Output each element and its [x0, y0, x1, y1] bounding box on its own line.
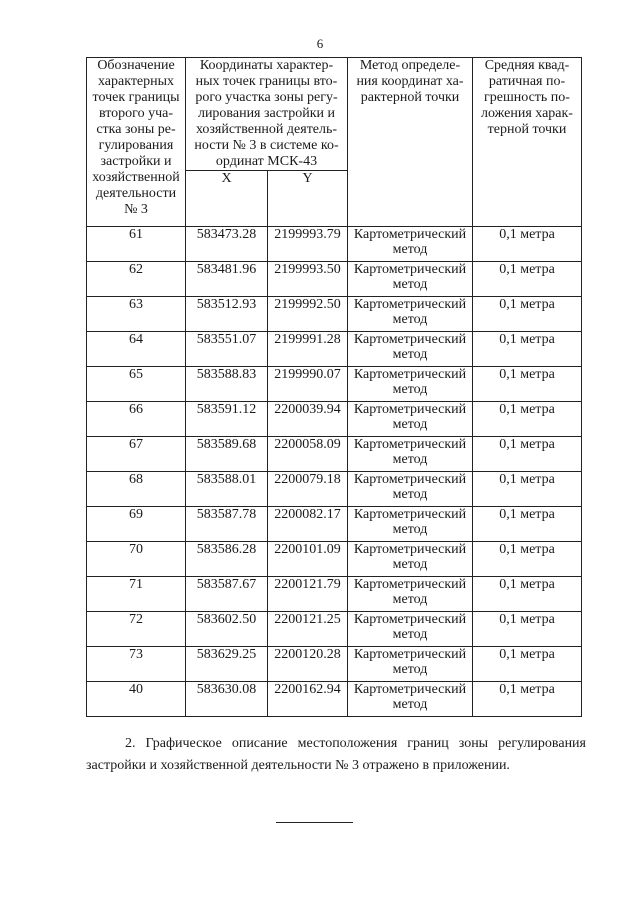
header-x: X [186, 171, 268, 227]
y-coordinate: 2200121.79 [268, 577, 348, 612]
table-row [87, 472, 582, 507]
method-cell: Картометрический метод [348, 227, 473, 262]
method-cell: Картометрический метод [348, 437, 473, 472]
x-coordinate: 583630.08 [186, 682, 268, 717]
method-cell: Картометрический метод [348, 367, 473, 402]
y-coordinate: 2200079.18 [268, 472, 348, 507]
table-row [87, 262, 582, 297]
x-coordinate: 583551.07 [186, 332, 268, 367]
method-cell: Картометрический метод [348, 647, 473, 682]
y-coordinate: 2199992.50 [268, 297, 348, 332]
error-cell: 0,1 метра [473, 647, 582, 682]
error-cell: 0,1 метра [473, 227, 582, 262]
error-cell: 0,1 метра [473, 437, 582, 472]
body-paragraph: 2. Графическое описание местоположения границ зоны регулирования застройки и хозяйственной деятельности № 3 отражено в приложении. [86, 736, 586, 773]
error-cell: 0,1 метра [473, 402, 582, 437]
table-row [87, 542, 582, 577]
point-number: 73 [87, 647, 186, 682]
method-cell: Картометрический метод [348, 472, 473, 507]
x-coordinate: 583629.25 [186, 647, 268, 682]
point-number: 69 [87, 507, 186, 542]
table-row [87, 507, 582, 542]
y-coordinate: 2199993.50 [268, 262, 348, 297]
error-cell: 0,1 метра [473, 367, 582, 402]
coordinates-table [86, 57, 582, 717]
method-cell: Картометрический метод [348, 682, 473, 717]
x-coordinate: 583481.96 [186, 262, 268, 297]
page-number: 6 [316, 36, 324, 51]
table-row [87, 297, 582, 332]
error-cell: 0,1 метра [473, 332, 582, 367]
method-cell: Картометрический метод [348, 577, 473, 612]
table-row [87, 682, 582, 717]
error-cell: 0,1 метра [473, 612, 582, 647]
y-coordinate: 2200121.25 [268, 612, 348, 647]
x-coordinate: 583587.67 [186, 577, 268, 612]
y-coordinate: 2200082.17 [268, 507, 348, 542]
footer-divider [276, 822, 353, 823]
table-row [87, 437, 582, 472]
y-coordinate: 2200162.94 [268, 682, 348, 717]
header-error: Средняя квад- ратичная по- грешность по- ложения харак- терной точки [473, 58, 582, 227]
x-coordinate: 583587.78 [186, 507, 268, 542]
y-coordinate: 2200058.09 [268, 437, 348, 472]
table-row [87, 402, 582, 437]
header-method: Метод определе- ния координат ха- рактерной точки [348, 58, 473, 227]
header-point-designation: Обозначение характерных точек границы второго уча- стка зоны ре- гулирования застройки и хозяйственной деятельности № 3 [87, 58, 186, 227]
method-cell: Картометрический метод [348, 542, 473, 577]
y-coordinate: 2199993.79 [268, 227, 348, 262]
method-cell: Картометрический метод [348, 262, 473, 297]
y-coordinate: 2200101.09 [268, 542, 348, 577]
error-cell: 0,1 метра [473, 297, 582, 332]
y-coordinate: 2200039.94 [268, 402, 348, 437]
point-number: 70 [87, 542, 186, 577]
y-coordinate: 2200120.28 [268, 647, 348, 682]
table-row [87, 647, 582, 682]
header-y: Y [268, 171, 348, 227]
point-number: 67 [87, 437, 186, 472]
point-number: 64 [87, 332, 186, 367]
point-number: 62 [87, 262, 186, 297]
point-number: 65 [87, 367, 186, 402]
y-coordinate: 2199990.07 [268, 367, 348, 402]
point-number: 63 [87, 297, 186, 332]
x-coordinate: 583588.01 [186, 472, 268, 507]
table-row [87, 612, 582, 647]
x-coordinate: 583602.50 [186, 612, 268, 647]
point-number: 66 [87, 402, 186, 437]
error-cell: 0,1 метра [473, 577, 582, 612]
method-cell: Картометрический метод [348, 402, 473, 437]
error-cell: 0,1 метра [473, 507, 582, 542]
x-coordinate: 583588.83 [186, 367, 268, 402]
x-coordinate: 583473.28 [186, 227, 268, 262]
method-cell: Картометрический метод [348, 612, 473, 647]
x-coordinate: 583591.12 [186, 402, 268, 437]
error-cell: 0,1 метра [473, 472, 582, 507]
method-cell: Картометрический метод [348, 332, 473, 367]
point-number: 71 [87, 577, 186, 612]
table-row [87, 367, 582, 402]
table-row [87, 332, 582, 367]
point-number: 72 [87, 612, 186, 647]
x-coordinate: 583512.93 [186, 297, 268, 332]
header-coordinates: Координаты характер- ных точек границы вто- рого участка зоны регу- лирования застройки и хозяйственной деятель- ности № 3 в системе ко- ординат МСК-43 [186, 58, 348, 171]
error-cell: 0,1 метра [473, 682, 582, 717]
point-number: 68 [87, 472, 186, 507]
point-number: 40 [87, 682, 186, 717]
table-row [87, 577, 582, 612]
x-coordinate: 583586.28 [186, 542, 268, 577]
table-row [87, 227, 582, 262]
point-number: 61 [87, 227, 186, 262]
method-cell: Картометрический метод [348, 297, 473, 332]
error-cell: 0,1 метра [473, 262, 582, 297]
x-coordinate: 583589.68 [186, 437, 268, 472]
method-cell: Картометрический метод [348, 507, 473, 542]
y-coordinate: 2199991.28 [268, 332, 348, 367]
error-cell: 0,1 метра [473, 542, 582, 577]
